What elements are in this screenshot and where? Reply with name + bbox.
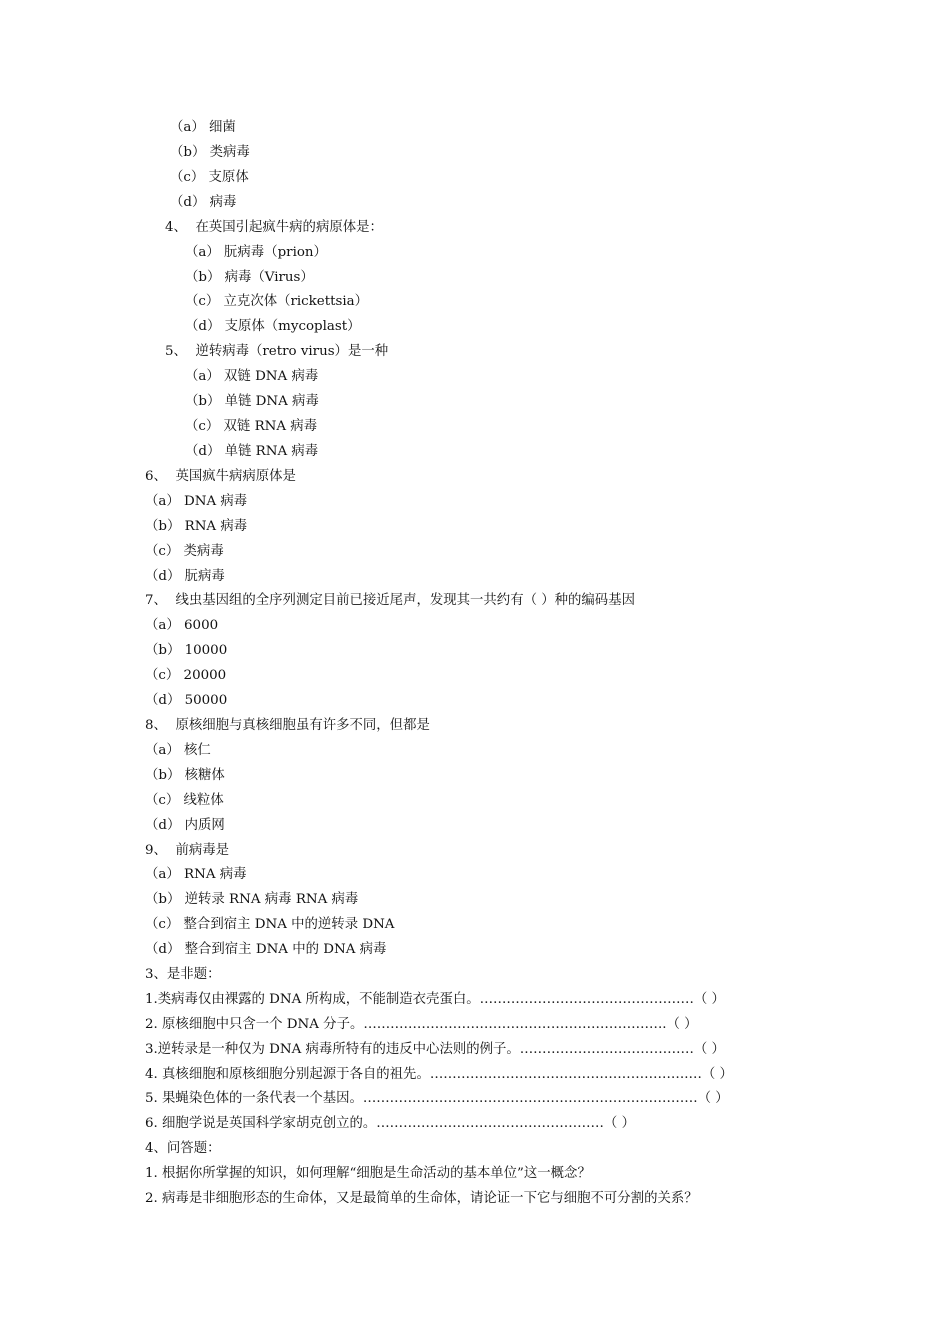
question-number: 4、 <box>165 220 187 235</box>
option-text: 线粒体 <box>183 793 224 808</box>
q9-option-a <box>145 866 247 883</box>
option-text: 病毒 <box>209 195 237 210</box>
q6-option-a <box>145 493 247 510</box>
q5-question <box>165 343 388 360</box>
q6-option-c <box>145 543 224 560</box>
q7-question <box>145 592 635 609</box>
short-answer-heading: 4、问答题： <box>145 1141 221 1156</box>
q7-option-d <box>145 692 227 709</box>
q3-option-a <box>170 119 236 136</box>
option-text: 10000 <box>184 643 228 658</box>
option-text: 核糖体 <box>184 768 225 783</box>
q3-option-c <box>170 169 249 186</box>
q7-option-b <box>145 642 227 659</box>
q4-option-a <box>185 244 327 261</box>
true-false-item-4: 4. 真核细胞和原核细胞分别起源于各自的祖先。………………………………………………….…（ ） <box>145 1067 733 1082</box>
option-text: 朊病毒 <box>184 569 225 584</box>
q6-option-d <box>145 568 225 585</box>
option-label: （a） <box>185 369 220 384</box>
option-label: （c） <box>185 419 220 434</box>
question-number: 9、 <box>145 843 167 858</box>
q7-option-c <box>145 667 226 684</box>
question-text: 原核细胞与真核细胞虽有许多不同，但都是 <box>175 718 430 733</box>
option-text: 支原体（mycoplast） <box>224 319 361 334</box>
option-text: 朊病毒（prion） <box>224 245 327 260</box>
question-number: 6、 <box>145 469 167 484</box>
option-label: （b） <box>145 519 181 534</box>
q7-option-a <box>145 617 218 634</box>
option-label: （a） <box>145 743 180 758</box>
q3-option-d <box>170 194 236 211</box>
option-label: （b） <box>145 892 181 907</box>
option-text: 整合到宿主 DNA 中的逆转录 DNA <box>183 917 395 932</box>
true-false-item-5: 5. 果蝇染色体的一条代表一个基因。…………………………………………………………………（ ） <box>145 1091 729 1106</box>
q5-option-c <box>185 418 317 435</box>
true-false-item-6: 6. 细胞学说是英国科学家胡克创立的。……………………………………………（ ） <box>145 1116 635 1131</box>
option-text: 单链 RNA 病毒 <box>224 444 319 459</box>
question-text: 逆转病毒（retro virus）是一种 <box>195 344 389 359</box>
option-label: （a） <box>145 618 180 633</box>
q4-option-b <box>185 269 314 286</box>
option-label: （a） <box>170 120 205 135</box>
option-label: （c） <box>185 294 220 309</box>
option-text: 双链 RNA 病毒 <box>223 419 318 434</box>
option-label: （b） <box>185 270 221 285</box>
q4-option-c <box>185 293 368 310</box>
true-false-item-1: 1.类病毒仅由裸露的 DNA 所构成，不能制造衣壳蛋白。…………………………………………（ ） <box>145 992 725 1007</box>
question-number: 7、 <box>145 593 167 608</box>
q9-option-b <box>145 891 358 908</box>
q6-question <box>145 468 296 485</box>
q4-question <box>165 219 383 236</box>
option-text: 核仁 <box>184 743 211 758</box>
q3-option-b <box>170 144 250 161</box>
option-label: （d） <box>145 818 181 833</box>
option-label: （c） <box>145 917 180 932</box>
option-label: （c） <box>170 170 205 185</box>
option-text: RNA 病毒 <box>184 867 247 882</box>
option-text: 6000 <box>184 618 219 633</box>
option-label: （b） <box>145 768 181 783</box>
q8-option-b <box>145 767 225 784</box>
option-text: 类病毒 <box>209 145 250 160</box>
q5-option-a <box>185 368 318 385</box>
q4-option-d <box>185 318 361 335</box>
option-text: 立克次体（rickettsia） <box>223 294 369 309</box>
q9-question <box>145 842 229 859</box>
short-answer-item-1: 1. 根据你所掌握的知识，如何理解“细胞是生命活动的基本单位”这一概念？ <box>145 1166 591 1181</box>
option-label: （d） <box>145 942 181 957</box>
option-text: 细菌 <box>209 120 236 135</box>
option-label: （a） <box>145 494 180 509</box>
option-label: （b） <box>145 643 181 658</box>
option-text: 病毒（Virus） <box>224 270 314 285</box>
option-label: （d） <box>170 195 206 210</box>
option-label: （a） <box>185 245 220 260</box>
q5-option-b <box>185 393 319 410</box>
option-text: 支原体 <box>208 170 249 185</box>
short-answer-item-2: 2. 病毒是非细胞形态的生命体，又是最简单的生命体，请论证一下它与细胞不可分割的关系？ <box>145 1191 698 1206</box>
option-text: 单链 DNA 病毒 <box>224 394 319 409</box>
option-text: 内质网 <box>184 818 225 833</box>
option-text: RNA 病毒 <box>184 519 248 534</box>
q8-option-c <box>145 792 224 809</box>
q8-option-d <box>145 817 225 834</box>
option-text: 20000 <box>183 668 227 683</box>
q6-option-b <box>145 518 247 535</box>
option-text: 类病毒 <box>183 544 224 559</box>
option-label: （d） <box>185 319 221 334</box>
option-text: 整合到宿主 DNA 中的 DNA 病毒 <box>184 942 387 957</box>
question-text: 线虫基因组的全序列测定目前已接近尾声，发现其一共约有（ ）种的编码基因 <box>175 593 635 608</box>
question-number: 8、 <box>145 718 167 733</box>
q8-question <box>145 717 430 734</box>
option-text: 逆转录 RNA 病毒 RNA 病毒 <box>184 892 359 907</box>
q8-option-a <box>145 742 211 759</box>
option-label: （c） <box>145 793 180 808</box>
true-false-item-3: 3.逆转录是一种仅为 DNA 病毒所特有的违反中心法则的例子。…………………………………（ ） <box>145 1042 725 1057</box>
true-false-heading: 3、是非题： <box>145 967 221 982</box>
option-label: （b） <box>185 394 221 409</box>
question-text: 在英国引起疯牛病的病原体是： <box>195 220 383 235</box>
option-label: （c） <box>145 668 180 683</box>
option-label: （d） <box>145 693 181 708</box>
q9-option-d <box>145 941 386 958</box>
question-text: 英国疯牛病病原体是 <box>175 469 296 484</box>
option-label: （d） <box>145 569 181 584</box>
option-text: 双链 DNA 病毒 <box>224 369 319 384</box>
question-text: 前病毒是 <box>175 843 229 858</box>
q9-option-c <box>145 916 394 933</box>
option-text: 50000 <box>184 693 228 708</box>
true-false-item-2: 2. 原核细胞中只含一个 DNA 分子。…………………………………………………………..（ ） <box>145 1017 698 1032</box>
q5-option-d <box>185 443 318 460</box>
option-label: （a） <box>145 867 180 882</box>
option-text: DNA 病毒 <box>184 494 248 509</box>
question-number: 5、 <box>165 344 187 359</box>
option-label: （d） <box>185 444 221 459</box>
option-label: （c） <box>145 544 180 559</box>
option-label: （b） <box>170 145 206 160</box>
